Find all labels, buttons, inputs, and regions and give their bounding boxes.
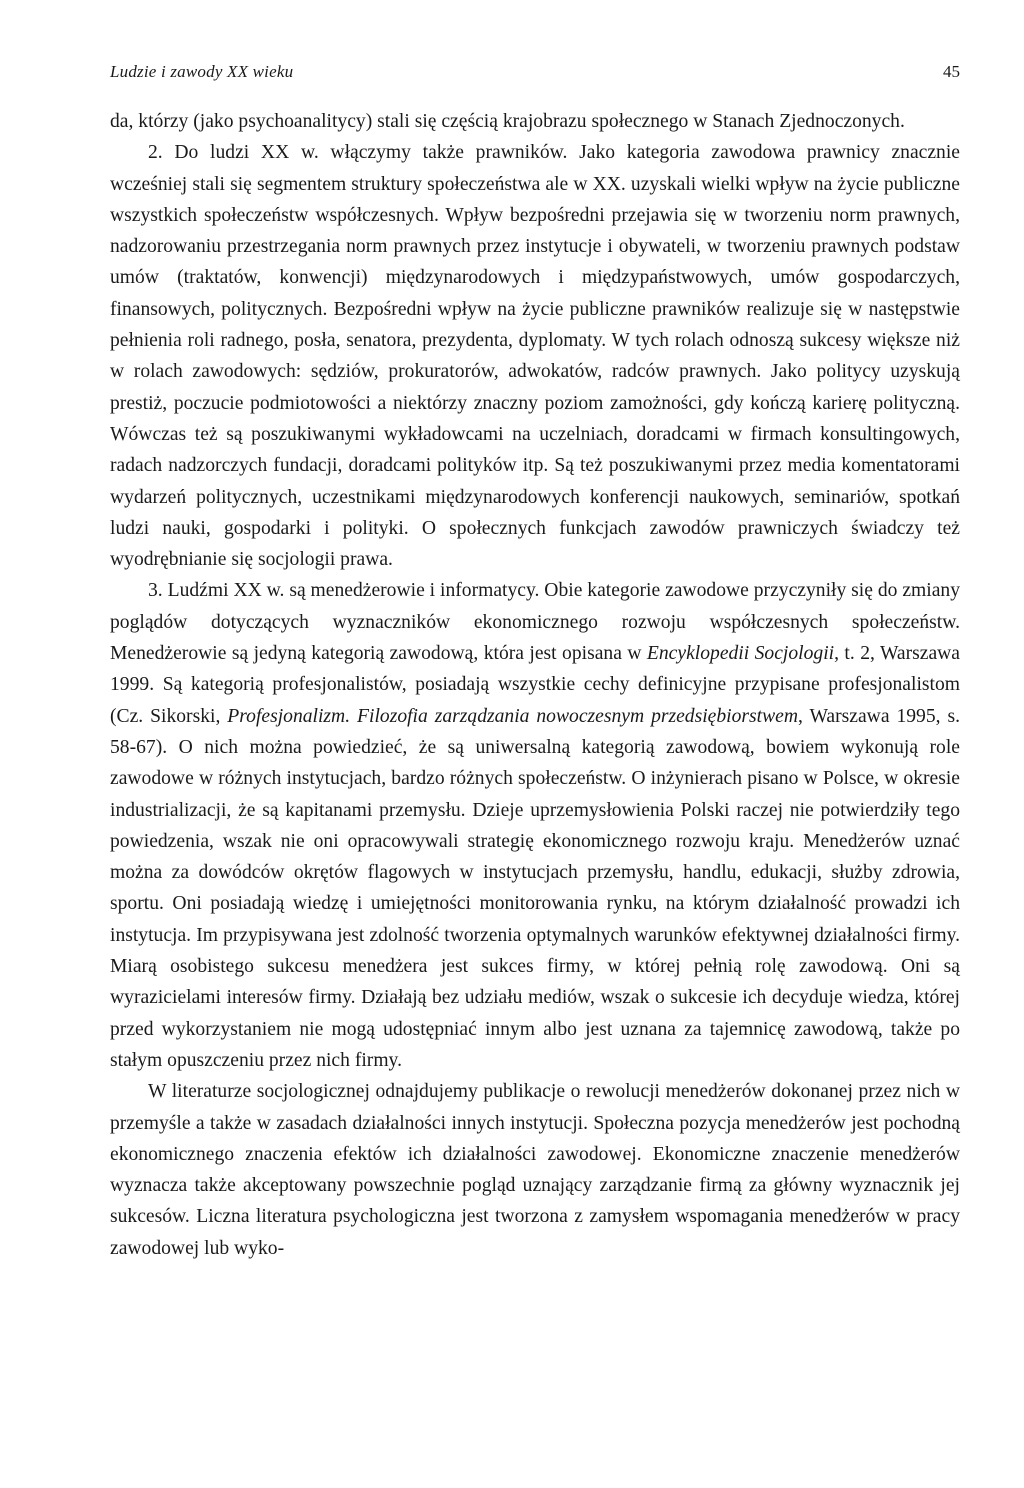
text-run: , t. 2, Warszawa 1999. Są kategorią profesjonalistów, posiadają wszystkie cechy definicyjne przypisane profesjonalistom (Cz. Sikorski, xyxy=(110,643,960,727)
paragraph xyxy=(110,1076,960,1264)
running-header xyxy=(110,62,960,88)
text-run: 3. Ludźmi XX w. są menedżerowie i informatycy. Obie kategorie zawodowe przyczyniły się do zmiany poglądów dotyczących wyznaczników ekonomicznego rozwoju współczesnych społeczeństw. Menedżerowie są jedyną kategorią zawodową, która jest opisana w xyxy=(110,580,960,665)
text-run: 2. Do ludzi XX w. włączymy także prawników. Jako kategoria zawodowa prawnicy znacznie wcześniej stali się segmentem struktury społeczeństwa ale w XX. uzyskali wielki wpływ na życie publiczne wszystkich społeczeństw współczesnych. Wpływ bezpośredni przejawia się w tworzeniu norm prawnych, nadzorowaniu przestrzegania norm prawnych przez instytucje i obywateli, w tworzeniu prawnych podstaw umów (traktatów, konwencji) międzynarodowych i międzypaństwowych, umów gospodarczych, finansowych, politycznych. Bezpośredni wpływ na życie publiczne prawników realizuje się w następstwie pełnienia roli radnego, posła, senatora, prezydenta, dyplomaty. W tych rolach odnoszą sukcesy większe niż w rolach zawodowych: sędziów, prokuratorów, adwokatów, radców prawnych. Jako politycy uzyskują prestiż, poczucie podmiotowości a niektórzy znaczny poziom zamożności, gdy kończą karierę polityczną. Wówczas też są poszukiwanymi wykładowcami na uczelniach, doradcami w firmach konsultingowych, radach nadzorczych fundacji, doradcami polityków itp. Są też poszukiwanymi przez media komentatorami wydarzeń politycznych, uczestnikami międzynarodowych konferencji naukowych, seminariów, spotkań ludzi nauki, gospodarki i polityki. O społecznych funkcjach zawodów prawniczych świadczy też wyodrębnianie się socjologii prawa. xyxy=(110,142,960,571)
paragraph xyxy=(110,106,960,137)
body-text xyxy=(110,106,960,1264)
paragraph xyxy=(110,137,960,575)
text-run: W literaturze socjologicznej odnajdujemy publikacje o rewolucji menedżerów dokonanej przez nich w przemyśle a także w zasadach działalności innych instytucji. Społeczna pozycja menedżerów jest pochodną ekonomicznego znaczenia efektów ich działalności zawodowej. Ekonomiczne znaczenie menedżerów wyznacza także akceptowany powszechnie pogląd uznający zarządzanie firmą za główny wyznacznik jej sukcesów. Liczna literatura psychologiczna jest tworzona z zamysłem wspomagania menedżerów w pracy zawodowej lub wyko- xyxy=(110,1081,960,1259)
text-run: , Warszawa 1995, s. 58-67). O nich można powiedzieć, że są uniwersalną kategorią zawodową, bowiem wykonują role zawodowe w różnych instytucjach, bardzo różnych społeczeństw. O inżynierach pisano w Polsce, w okresie industrializacji, że są kapitanami przemysłu. Dzieje uprzemysłowienia Polski raczej nie potwierdziły tego powiedzenia, wszak nie oni opracowywali strategię ekonomicznego rozwoju kraju. Menedżerów uznać można za dowódców okrętów flagowych w instytucjach przemysłu, handlu, edukacji, służby zdrowia, sportu. Oni posiadają wiedzę i umiejętności monitorowania rynku, na którym działalność prowadzi ich instytucja. Im przypisywana jest zdolność tworzenia optymalnych warunków efektywnej działalności firmy. Miarą osobistego sukcesu menedżera jest sukces firmy, w której pełnią rolę zawodową. Oni są wyrazicielami interesów firmy. Działają bez udziału mediów, wszak o sukcesie ich decyduje wiedza, której przed wykorzystaniem nie mogą udostępniać innym albo jest uznana za tajemnicę zawodową, także po stałym opuszczeniu przez nich firmy. xyxy=(110,705,960,1071)
paragraph xyxy=(110,575,960,1076)
page-number: 45 xyxy=(943,62,960,81)
text-run: da, którzy (jako psychoanalitycy) stali się częścią krajobrazu społecznego w Stanach Zjednoczonych. xyxy=(110,111,905,132)
italic-citation: Encyklopedii Socjologii xyxy=(646,643,835,665)
running-title: Ludzie i zawody XX wieku xyxy=(110,62,294,81)
italic-citation: Profesjonalizm. Filozofia zarządzania nowoczesnym przedsiębiorstwem xyxy=(227,705,799,727)
